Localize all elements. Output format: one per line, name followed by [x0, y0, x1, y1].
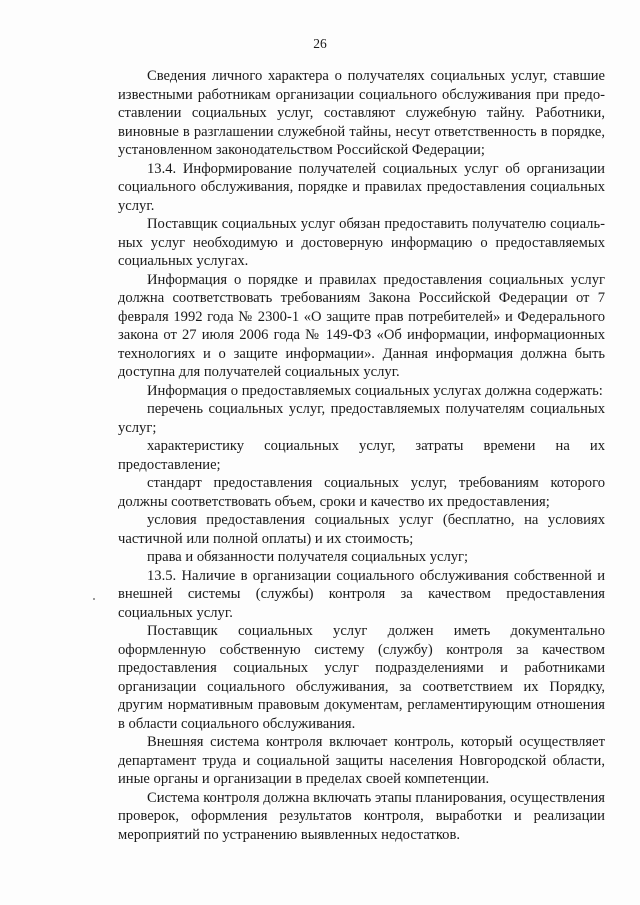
document-body: [118, 67, 605, 844]
scan-speck: [93, 598, 95, 600]
paragraph-internal-control: Поставщик социальных услуг должен иметь документально оформленную собственную систему (службу) контроля за качеством предоставления социальных услуг подразделениями и работниками организации социального обслуживания, за соответствием их Порядку, другим нормативным правовым документам, регламентирующим отношения в области социального обслуживания.: [118, 623, 605, 732]
paragraph-control-stages: Система контроля должна включать этапы планирования, осуществления проверок, оформления результатов контроля, выработки и реализации мероприятий по устранению выявленных недостатков.: [118, 789, 605, 843]
list-item-services-list: перечень социальных услуг, предоставляемых получателям социальных услуг;: [118, 401, 605, 436]
list-item-standard: стандарт предоставления социальных услуг, требованиям которого должны соответствовать объем, сроки и качество их предоставления;: [118, 475, 605, 510]
paragraph-external-control: Внешняя система контроля включает контроль, который осуществляет департамент труда и социальной защиты населения Новгородской области, иные органы и организации в пределах своей компетенции.: [118, 734, 605, 787]
paragraph-provider-obligation: Поставщик социальных услуг обязан предоставить получателю социальных услуг необходимую и достоверную информацию о предоставляемых социальных услугах.: [118, 216, 605, 269]
paragraph-confidentiality: Сведения личного характера о получателях социальных услуг, ставшие известными работникам организации социального обслуживания при предоставлении социальных услуг, составляют служебную тайну. Работники, виновные в разглашении служебной тайны, несут ответственность в порядке, установленном законодательством Российской Федерации;: [118, 68, 605, 158]
section-13-4-heading: 13.4. Информирование получателей социальных услуг об организации социального обслуживания, порядке и правилах предоставления социальных услуг.: [118, 160, 605, 214]
list-item-services-characteristics: характеристику социальных услуг, затраты времени на их предоставление;: [118, 438, 605, 473]
paragraph-information-contents: Информация о предоставляемых социальных услугах должна содержать:: [147, 382, 603, 399]
list-item-conditions: условия предоставления социальных услуг (бесплатно, на условиях частичной или полной оплаты) и их стоимость;: [118, 512, 605, 547]
section-13-5-heading: 13.5. Наличие в организации социального обслуживания собственной и внешней системы (службы) контроля за качеством предоставления социальных услуг.: [118, 567, 605, 621]
list-item-rights: права и обязанности получателя социальных услуг;: [147, 549, 469, 565]
paragraph-information-requirements: Информация о порядке и правилах предоставления социальных услуг должна соответствовать требованиям Закона Российской Федерации от 7 февраля 1992 года № 2300-1 «О защите прав потребителей» и Федерального закона от 27 июля 2006 года № 149-ФЗ «Об информации, информационных технологиях и о защите информации». Данная информация должна быть доступна для получателей социальных услуг.: [118, 271, 605, 380]
page-number: 26: [313, 36, 327, 51]
